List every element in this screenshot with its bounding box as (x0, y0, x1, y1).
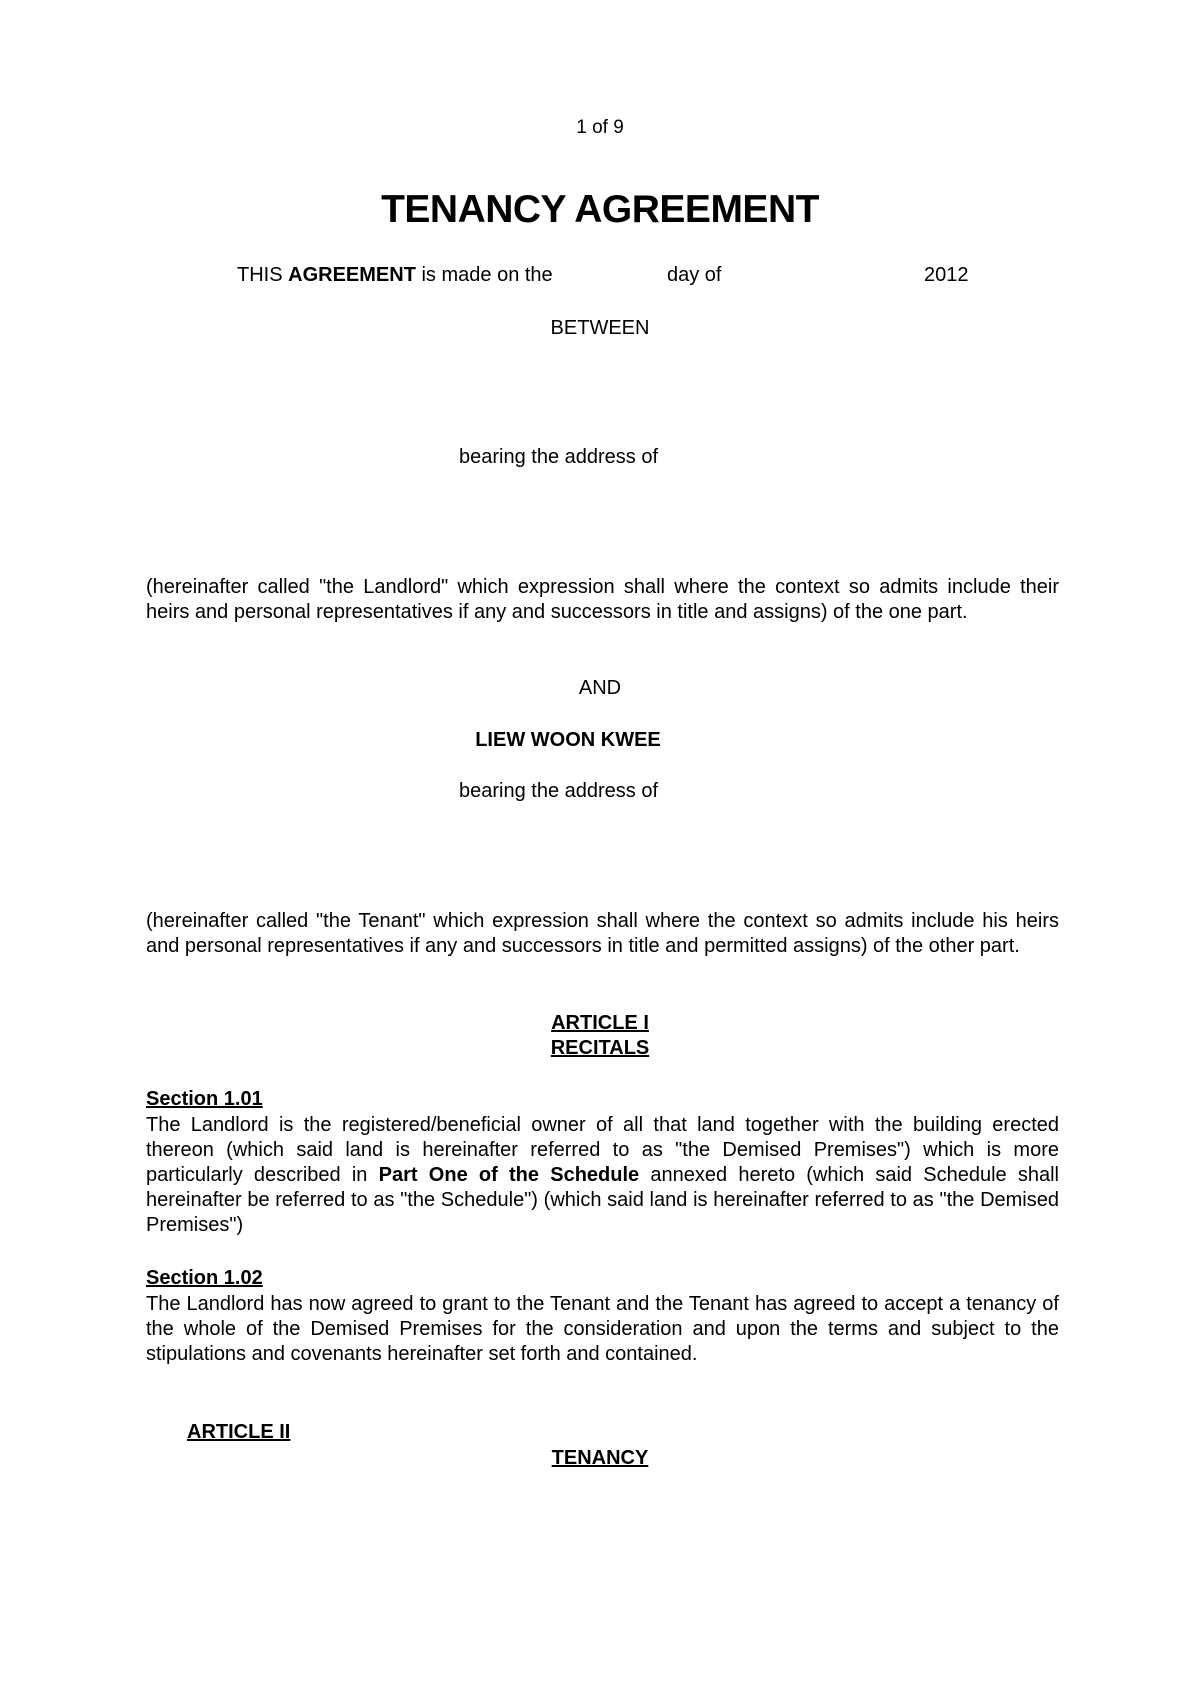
section-1-01-text (146, 1113, 1059, 1238)
article-2-subheading: TENANCY (551, 1447, 649, 1469)
between-label: BETWEEN (550, 317, 650, 339)
document-title: TENANCY AGREEMENT (381, 188, 819, 231)
intro-made-on: is made on the (421, 264, 553, 286)
section-1-01-heading: Section 1.01 (146, 1088, 263, 1110)
article-1-heading: ARTICLE I (551, 1012, 649, 1034)
intro-year: 2012 (924, 264, 969, 286)
landlord-address-label: bearing the address of (459, 446, 659, 468)
section-1-01-text-after: annexed hereto (which said Schedule shall hereinafter be referred to as "the Schedule") (which said land is hereinafter referred to as "the Demised Premises") (146, 1164, 1059, 1236)
page-number: 1 of 9 (576, 117, 624, 138)
section-1-02-heading: Section 1.02 (146, 1267, 263, 1289)
section-1-01-text-before: The Landlord is the registered/beneficial owner of all that land together with the building erected thereon (which said land is hereinafter referred to as "the Demised Premises") which is more particularly described in (146, 1114, 1059, 1186)
article-1-subheading: RECITALS (550, 1037, 650, 1059)
intro-day-of: day of (667, 264, 722, 286)
tenant-name: LIEW WOON KWEE (475, 729, 661, 751)
tenant-address-label: bearing the address of (459, 780, 659, 802)
section-1-01-schedule-ref: Part One of the Schedule (378, 1164, 640, 1186)
and-label: AND (578, 677, 622, 699)
tenant-clause: (hereinafter called "the Tenant" which expression shall where the context so admits include his heirs and personal representatives if any and successors in title and permitted assigns) of the other part. (146, 910, 1059, 957)
intro-this: THIS (237, 264, 283, 286)
intro-agreement: AGREEMENT (288, 264, 416, 286)
article-2-heading: ARTICLE II (187, 1421, 291, 1443)
intro-line (237, 264, 553, 287)
section-1-02-text: The Landlord has now agreed to grant to the Tenant and the Tenant has agreed to accept a tenancy of the whole of the Demised Premises for the consideration and upon the terms and subject to the stipulations and covenants hereinafter set forth and contained. (146, 1293, 1059, 1365)
landlord-clause: (hereinafter called "the Landlord" which expression shall where the context so admits include their heirs and personal representatives if any and successors in title and assigns) of the one part. (146, 576, 1059, 623)
